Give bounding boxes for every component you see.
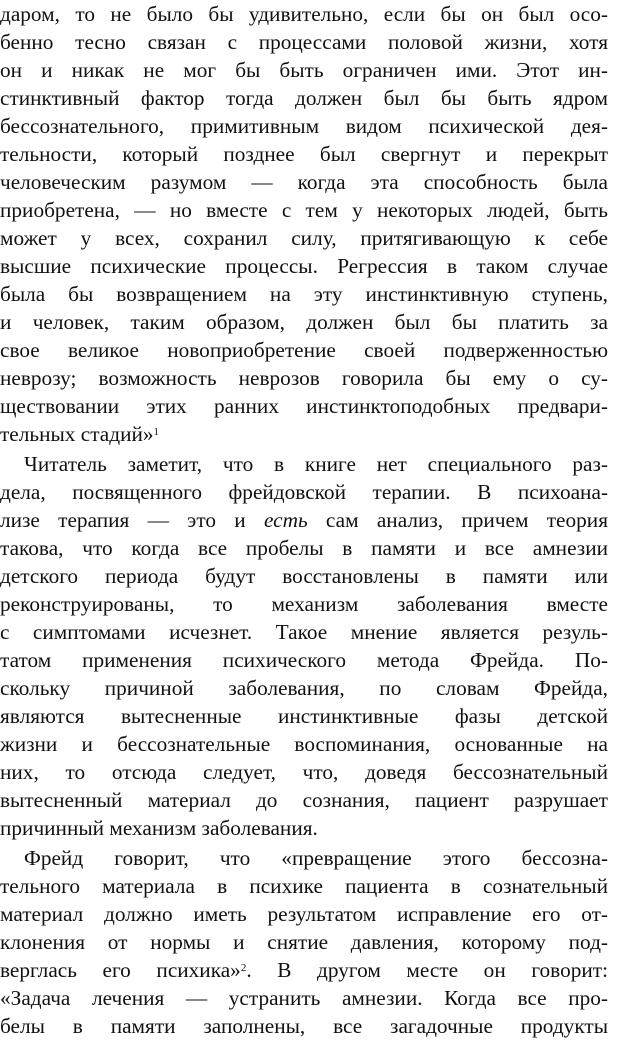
text-line: клонения от нормы и снятие давления, которому под- [0, 930, 608, 954]
text-span: лизе терапия — это и [0, 508, 264, 532]
text-line: с симптомами исчезнет. Такое мнение является резуль- [0, 620, 608, 644]
text-line [0, 984, 608, 1012]
text-line: и человек, таким образом, должен был бы платить за [0, 310, 608, 334]
text-line: он и никак не мог бы быть ограничен ими. Этот ин- [0, 58, 608, 82]
text-line: них, то отсюда следует, что, доведя бессознательный [0, 760, 608, 784]
text-line: тельного материала в психике пациента в сознательный [0, 874, 608, 898]
text-line: бенно тесно связан с процессами половой жизни, хотя [0, 30, 608, 54]
text-line: реконструированы, то механизм заболевания вместе [0, 592, 608, 616]
text-line: являются вытесненные инстинктивные фазы детской [0, 704, 608, 728]
text-line: может у всех, сохранил силу, притягивающую к себе [0, 226, 608, 250]
text-line: свое великое новоприобретение своей подверженностью [0, 338, 608, 362]
text-line: стинктивный фактор тогда должен был бы быть ядром [0, 86, 608, 110]
text-line: даром, то не было бы удивительно, если бы он был осо- [0, 2, 608, 26]
text-line: детского периода будут восстановлены в памяти или [0, 564, 608, 588]
text-span: тельных стадий» [0, 422, 154, 446]
text-line [0, 506, 608, 534]
footnote-ref: 2 [240, 962, 247, 974]
text-line: неврозу; возможность неврозов говорила бы ему о су- [0, 366, 608, 390]
footnote-ref: 1 [153, 426, 160, 438]
text-line [0, 1012, 608, 1040]
text-line: такова, что когда все пробелы в памяти и все амнезии [0, 536, 608, 560]
text-span: сам анализ, причем теория [307, 508, 608, 532]
text-line [0, 956, 608, 984]
emphasis-text: есть [263, 508, 308, 532]
text-line: была бы возвращением на эту инстинктивную ступень, [0, 282, 608, 306]
text-line: скольку причиной заболевания, по словам Фрейда, [0, 676, 608, 700]
text-line: тельности, который позднее был свергнут и перекрыт [0, 142, 608, 166]
text-line [0, 420, 608, 448]
text-span: белы в памяти заполнены, все загадочные продукты [0, 1014, 608, 1038]
text-line: высшие психические процессы. Регрессия в таком случае [0, 254, 608, 278]
text-span: верглась его психика» [0, 958, 241, 982]
text-line: Фрейд говорит, что «превращение этого бессозна- [24, 846, 608, 870]
text-line: дела, посвященного фрейдовской терапии. В психоана- [0, 480, 608, 504]
text-line: вытесненный материал до сознания, пациент разрушает [0, 788, 608, 812]
text-line: человеческим разумом — когда эта способность была [0, 170, 608, 194]
text-line: Читатель заметит, что в книге нет специального раз- [24, 452, 608, 476]
text-line: причинный механизм заболевания. [0, 816, 318, 840]
text-span: «Задача лечения — устранить амнезии. Когда все про- [0, 986, 608, 1010]
text-line: бессознательного, примитивным видом психической дея- [0, 114, 608, 138]
text-line: ществовании этих ранних инстинктоподобных предвари- [0, 394, 608, 418]
text-line: татом применения психического метода Фрейда. По- [0, 648, 608, 672]
text-line: жизни и бессознательные воспоминания, основанные на [0, 732, 608, 756]
text-span: . В другом месте он говорит: [246, 958, 608, 982]
text-line: материал должно иметь результатом исправление его от- [0, 902, 608, 926]
text-line: приобретена, — но вместе с тем у некоторых людей, быть [0, 198, 608, 222]
